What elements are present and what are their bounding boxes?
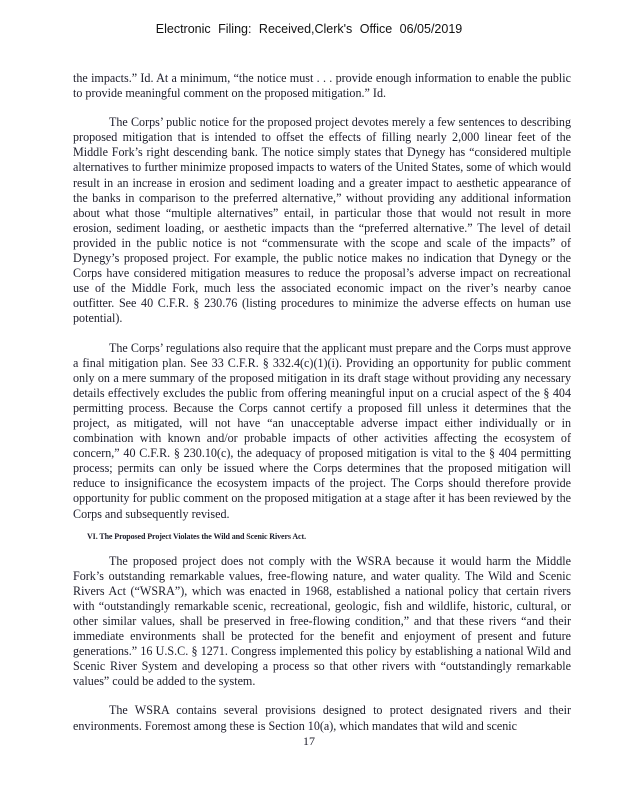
paragraph: The Corps’ public notice for the proposed project devotes merely a few sentences to describing proposed mitigation that is intended to offset the effects of filling nearly 2,000 linear feet of the Middle Fork’s right descending bank. The notice simply states that Dynegy has “considered multiple alternatives to further minimize proposed impacts to waters of the United States, some of which would result in an increase in erosion and sediment loading and a greater impact to aesthetic appearance of the banks in comparison to the preferred alternative,” without providing any additional information about what those “multiple alternatives” entail, in particular those that would not result in more erosion, sediment loading, or aesthetic impacts than the “preferred alternative.” The level of detail provided in the public notice is not “commensurate with the scope and scale of the impacts” of Dynegy’s proposed project. For example, the public notice makes no indication that Dynegy or the Corps have considered mitigation measures to reduce the proposal’s adverse impact on recreational use of the Middle Fork, much less the associated economic impact on the river’s nearby canoe outfitter. See 40 C.F.R. § 230.76 (listing procedures to minimize the adverse effects on human use potential). — [73, 115, 571, 326]
page-number: 17 — [303, 734, 315, 748]
paragraph: The proposed project does not comply with the WSRA because it would harm the Middle Fork’s outstanding remarkable values, free-flowing nature, and water quality. The Wild and Scenic Rivers Act (“WSRA”), which was enacted in 1968, established a national policy that certain rivers with “outstandingly remarkable scenic, recreational, geologic, fish and wildlife, historic, cultural, or other similar values, shall be preserved in free-flowing condition,” and that these rivers “and their immediate environments shall be protected for the benefit and enjoyment of present and future generations.” 16 U.S.C. § 1271. Congress implemented this policy by establishing a national Wild and Scenic River System and developing a process so that other rivers with “outstandingly remarkable values” could be added to the system. — [73, 553, 571, 689]
section-heading: VI. The Proposed Project Violates the Wild and Scenic Rivers Act. — [87, 531, 306, 541]
paragraph: the impacts.” Id. At a minimum, “the notice must . . . provide enough information to enable the public to provide meaningful comment on the proposed mitigation.” Id. — [73, 71, 571, 101]
document-body — [73, 71, 571, 734]
paragraph: The Corps’ regulations also require that the applicant must prepare and the Corps must approve a final mitigation plan. See 33 C.F.R. § 332.4(c)(1)(i). Providing an opportunity for public comment only on a mere summary of the proposed mitigation in its draft stage without providing any necessary details effectively excludes the public from offering meaningful input on a crucial aspect of the § 404 permitting process. Because the Corps cannot certify a proposed fill unless it determines that the project, as mitigated, will not have “an unacceptable adverse impact either individually or in combination with known and/or probable impacts of other activities affecting the ecosystem of concern,” 40 C.F.R. § 230.10(c), the adequacy of proposed mitigation is vital to the § 404 permitting process; permits can only be issued where the Corps determines that the proposed mitigation will reduce to insignificance the ecosystem impacts of the project. The Corps should therefore provide opportunity for public comment on the proposed mitigation at a stage after it has been reviewed by the Corps and subsequently revised. — [73, 340, 571, 521]
paragraph: The WSRA contains several provisions designed to protect designated rivers and their environments. Foremost among these is Section 10(a), which mandates that wild and scenic — [73, 703, 571, 733]
filing-stamp: Electronic Filing: Received,Clerk's Office 06/05/2019 — [155, 22, 463, 36]
